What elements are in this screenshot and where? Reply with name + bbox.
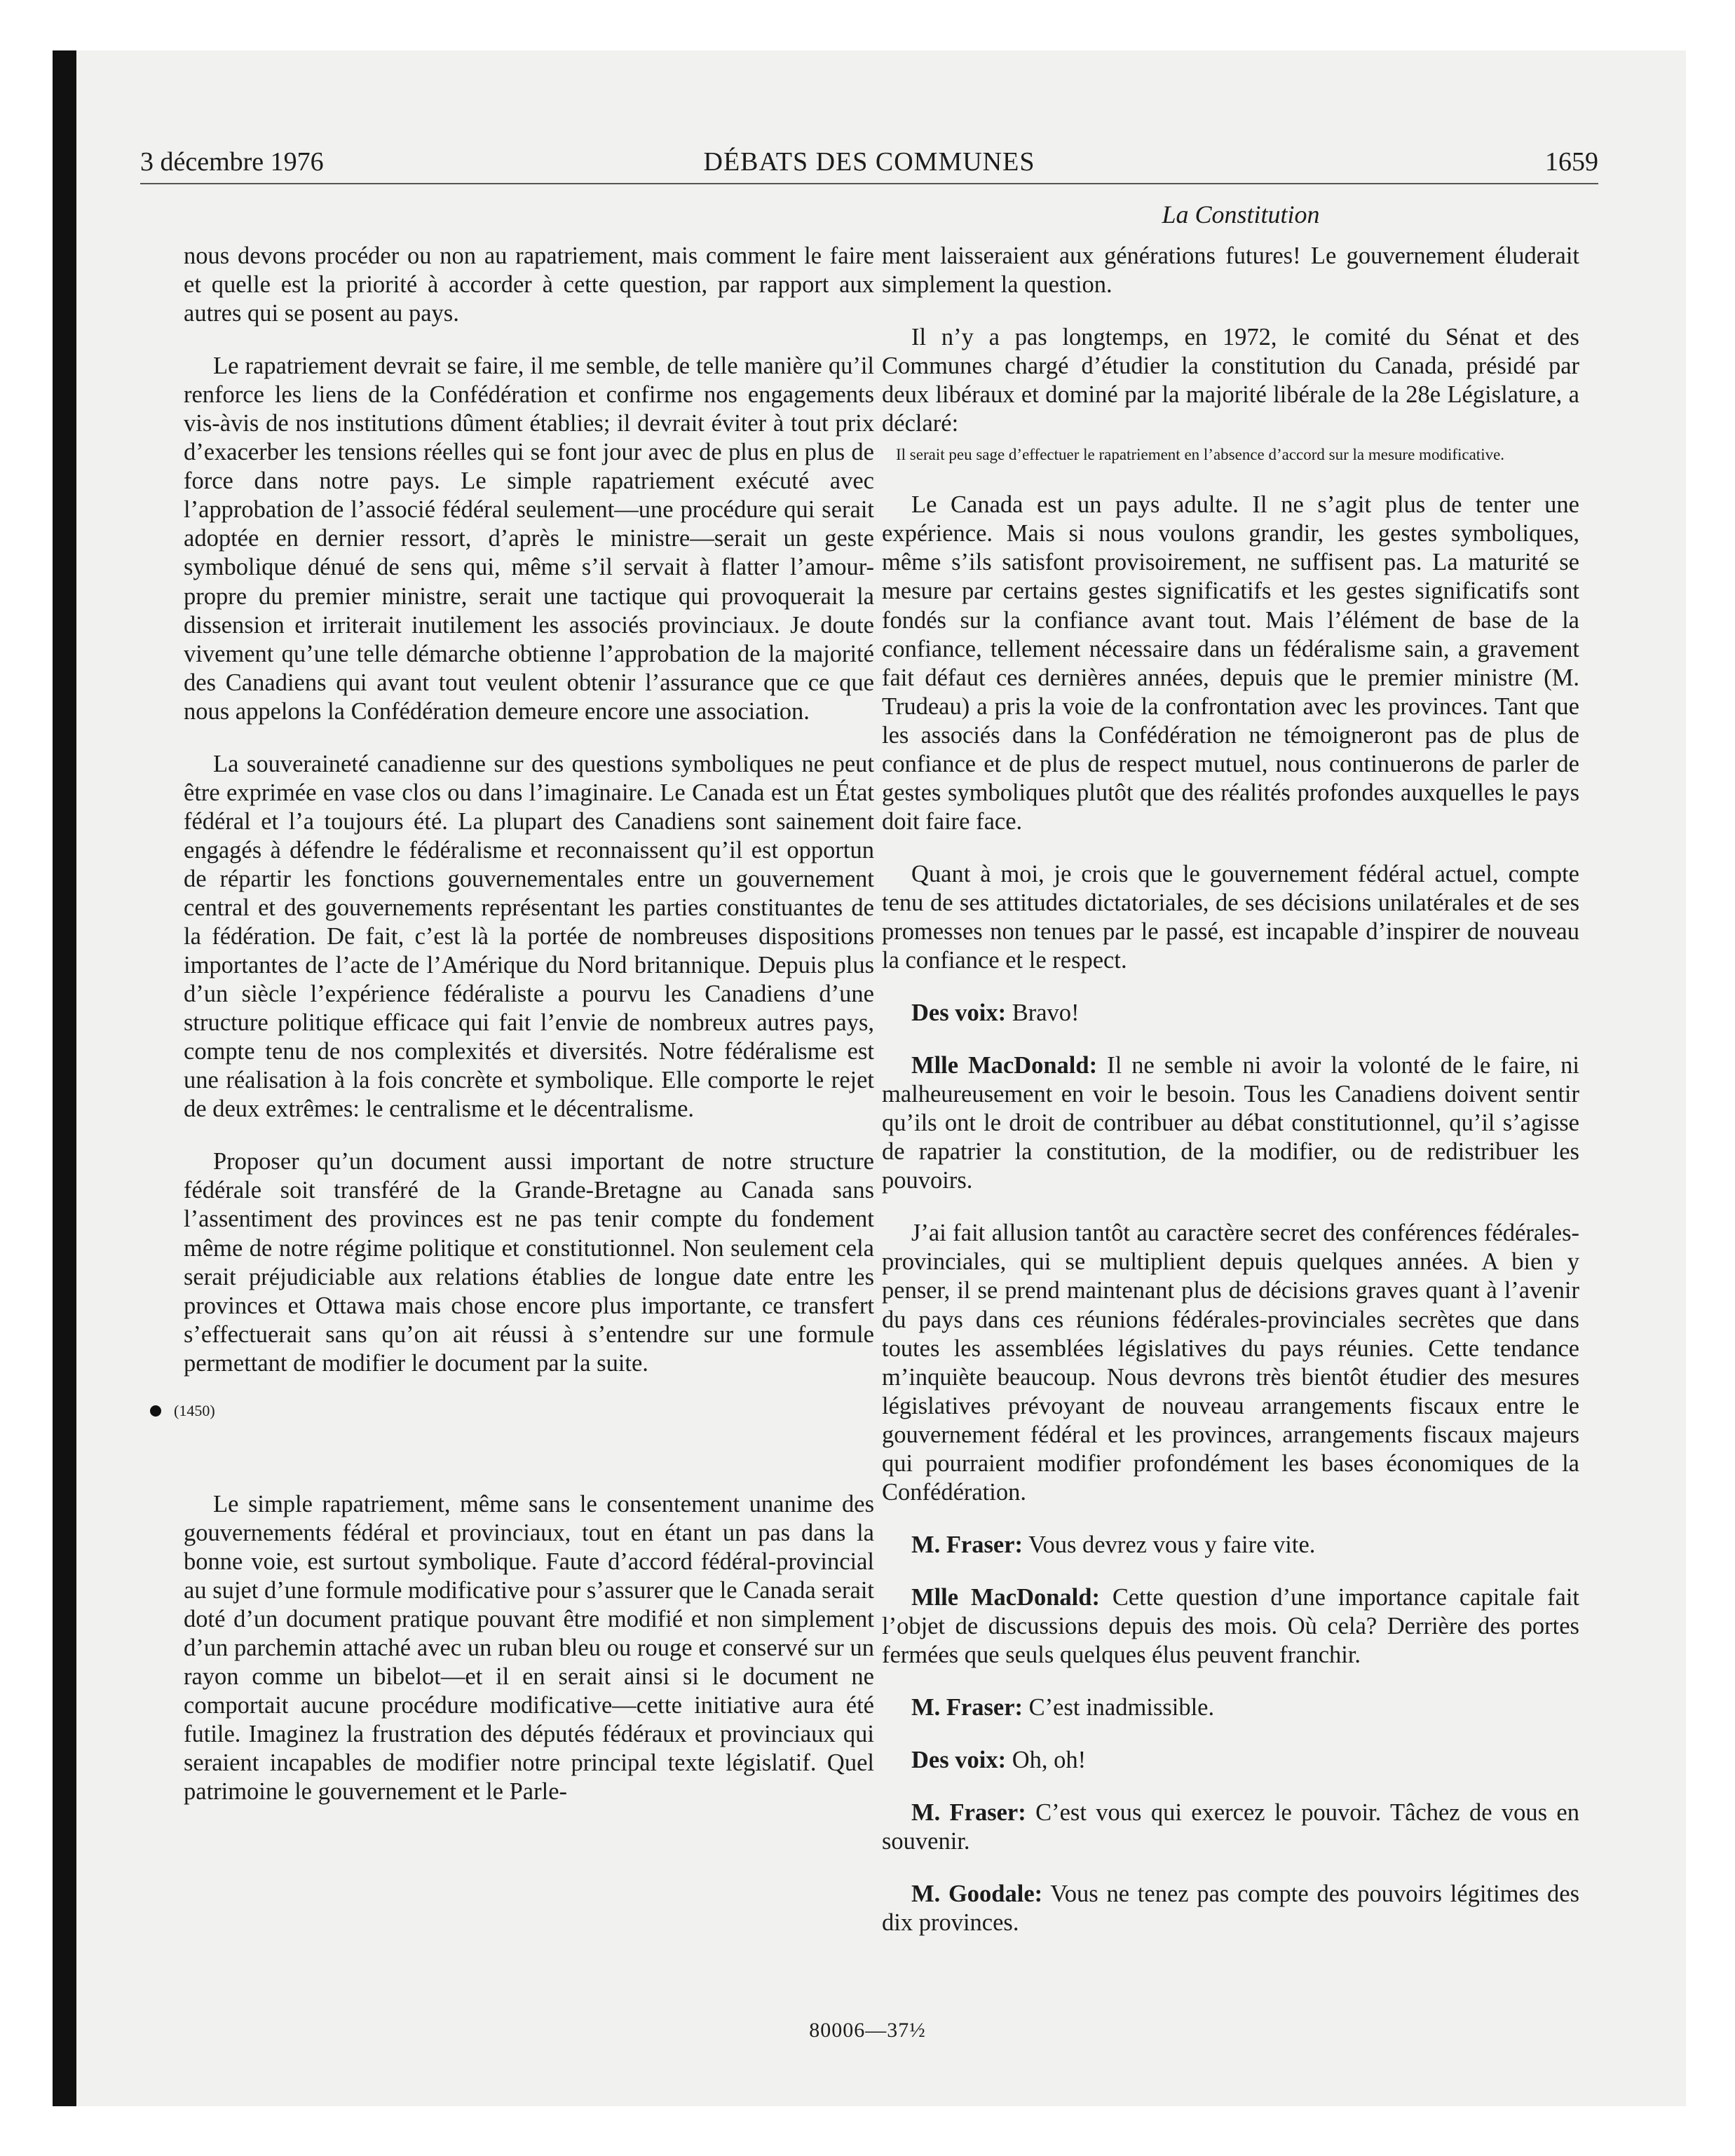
paragraph: Le rapatriement devrait se faire, il me semble, de telle manière qu’il renforce les liens de la Confédération et confirme nos engagements vis-àvis de nos institutions dûment établies; il devrait éviter à tout prix d’exacerber les tensions réelles qui se font jour avec de plus en plus de force dans notre pays. Le simple rapatriement exécuté avec l’approbation de l’associé fédéral seulement—une procédure qui serait adoptée en dernier ressort, d’après le ministre—serait un geste symbolique dénué de sens qui, même s’il servait à flatter l’amour-propre du premier ministre, serait une tactique qui provoquerait la dissension et irriterait inutilement les associés provinciaux. Je doute vivement qu’une telle démarche obtienne l’approbation de la majorité des Canadiens qui avant tout veulent obtenir l’assurance que ce que nous appelons la Confédération demeure encore une association. [184, 353, 874, 725]
bullet-icon [150, 1405, 161, 1417]
scan-edge-bar [53, 50, 76, 2106]
speech-text: Cette question d’une importance capitale fait l’objet de discussions depuis des mois. Où cela? Derrière des portes fermées que seuls quelques élus peuvent franchir. [882, 1583, 1579, 1668]
paragraph: Le simple rapatriement, même sans le consentement unanime des gouvernements fédéral et provinciaux, tout en étant un pas dans la bonne voie, est surtout symbolique. Faute d’accord fédéral-provincial au sujet d’une formule modificative pour s’assurer que le Canada serait doté d’un document pratique pouvant être modifié et non simplement d’un parchemin attaché avec un ruban bleu ou rouge et conservé sur un rayon comme un bibelot—et il en serait ainsi si le document ne comportait aucune procédure modificative—cette initiative aura été futile. Imaginez la frustration des députés fédéraux et provinciaux qui seraient incapables de modifier notre principal texte législatif. Quel patrimoine le gouvernement et le Parle- [184, 1490, 874, 1806]
time-marker-label: (1450) [174, 1401, 215, 1419]
page-header [140, 144, 1598, 184]
paragraph: J’ai fait allusion tantôt au caractère secret des conférences fédérales-provinciales, qui se multiplient depuis quelques années. A bien y penser, il se prend maintenant plus de décisions graves quant à l’avenir du pays dans ces réunions fédérales-provinciales secrètes que dans toutes les assemblées législatives du pays réunies. Cette tendance m’inquiète beaucoup. Nous devrons très bientôt étudier des mesures législatives prévoyant de nouveau arrangements fiscaux entre le gouvernement fédéral et les provinces, arrangements fiscaux majeurs qui pourraient modifier profondément les bases économiques de la Confédération. [882, 1220, 1579, 1506]
speaker-name: M. Fraser: [911, 1531, 1023, 1558]
speech-text: C’est vous qui exercez le pouvoir. Tâchez de vous en souvenir. [882, 1799, 1579, 1855]
speech-text: Vous ne tenez pas compte des pouvoirs légitimes des dix provinces. [882, 1881, 1579, 1937]
speech [882, 1880, 1579, 1937]
speaker-name: Mlle MacDonald: [911, 1583, 1100, 1611]
speech [882, 1799, 1579, 1856]
speech-text: Oh, oh! [1006, 1747, 1087, 1774]
speech-text: Il ne semble ni avoir la volonté de le faire, ni malheureusement en voir le besoin. Tous les Canadiens doivent sentir qu’ils ont le droit de contribuer au débat constitutionnel, qu’il s’agisse de rapatrier la constitution, de la modifier, ou de redistribuer les pouvoirs. [882, 1052, 1579, 1194]
speech-text: C’est inadmissible. [1023, 1694, 1215, 1721]
speaker-name: Des voix: [911, 999, 1007, 1027]
speech [882, 1583, 1579, 1670]
speech-text: Bravo! [1006, 999, 1080, 1027]
speech [882, 999, 1579, 1028]
speech-text: Vous devrez vous y faire vite. [1023, 1531, 1316, 1558]
paragraph: nous devons procéder ou non au rapatriement, mais comment le faire et quelle est la priorité à accorder à cette question, par rapport aux autres qui se posent au pays. [184, 243, 874, 327]
speech [882, 1531, 1579, 1560]
paragraph: Quant à moi, je crois que le gouvernement fédéral actuel, compte tenu de ses attitudes dictatoriales, de ses décisions unilatérales et de ses promesses non tenues par le passé, est incapable d’inspirer de nouveau la confiance et le respect. [882, 860, 1579, 974]
paragraph: ment laisseraient aux générations futures! Le gouvernement éluderait simplement la question. [882, 243, 1579, 299]
time-marker [150, 1402, 874, 1420]
speech [882, 1693, 1579, 1722]
page-footer-code: 80006—37½ [809, 2019, 926, 2042]
speaker-name: Des voix: [911, 1747, 1007, 1774]
header-title: DÉBATS DES COMMUNES [703, 147, 1035, 177]
left-column [174, 242, 874, 1830]
paragraph: La souveraineté canadienne sur des questions symboliques ne peut être exprimée en vase clos ou dans l’imaginaire. Le Canada est un État fédéral et l’a toujours été. La plupart des Canadiens sont sainement engagés à défendre le fédéralisme et reconnaissent qu’il est opportun de répartir les fonctions gouvernementales entre un gouvernement central et des gouvernements représentant les parties constituantes de la fédération. De fait, c’est là la portée de nombreuses dispositions importantes de l’acte de l’Amérique du Nord britannique. Depuis plus d’un siècle l’expérience fédéraliste a pourvu les Canadiens d’une structure politique efficace qui fait l’envie de nombreux autres pays, compte tenu de nos complexités et diversités. Notre fédéralisme est une réalisation à la fois concrète et symbolique. Elle comporte le rejet de deux extrêmes: le centralisme et le décentralisme. [184, 750, 874, 1123]
speaker-name: M. Goodale: [911, 1881, 1043, 1908]
right-column [882, 242, 1579, 1961]
speaker-name: M. Fraser: [911, 1694, 1023, 1721]
speaker-name: M. Fraser: [911, 1799, 1026, 1827]
paragraph: Il n’y a pas longtemps, en 1972, le comité du Sénat et des Communes chargé d’étudier la constitution du Canada, présidé par deux libéraux et dominé par la majorité libérale de la 28e Législature, a déclaré: [882, 324, 1579, 437]
paragraph: Proposer qu’un document aussi important de notre structure fédérale soit transféré de la Grande-Bretagne au Canada sans l’assentiment des provinces est ne pas tenir compte du fondement même de notre régime politique et constitutionnel. Non seulement cela serait préjudiciable aux relations établies de longue date entre les provinces et Ottawa mais chose encore plus importante, ce transfert s’effectuerait sans qu’on ait réussi à s’entendre sur une formule permettant de modifier le document par la suite. [184, 1148, 874, 1377]
section-title: La Constitution [1162, 200, 1320, 228]
speech [882, 1051, 1579, 1195]
header-page-number: 1659 [1545, 147, 1598, 177]
paragraph: Le Canada est un pays adulte. Il ne s’agit plus de tenter une expérience. Mais si nous voulons grandir, les gestes symboliques, même s’ils satisfont provisoirement, ne suffisent pas. La maturité se mesure par certains gestes significatifs et les gestes significatifs sont fondés sur la confiance avant tout. Mais l’élément de base de la confiance, tellement nécessaire dans un fédéralisme sain, a gravement fait défaut ces dernières années, depuis que le premier ministre (M. Trudeau) a pris la voie de la confrontation avec les provinces. Tant que les associés dans la Confédération ne témoigneront pas de plus de confiance et de plus de respect mutuel, nous continuerons de parler de gestes symboliques plutôt que des réalités profondes auxquelles le pays doit faire face. [882, 491, 1579, 835]
speaker-name: Mlle MacDonald: [911, 1052, 1098, 1079]
speech [882, 1746, 1579, 1775]
header-date: 3 décembre 1976 [140, 147, 324, 177]
block-quote: Il serait peu sage d’effectuer le rapatriement en l’absence d’accord sur la mesure modificative. [896, 446, 1505, 464]
